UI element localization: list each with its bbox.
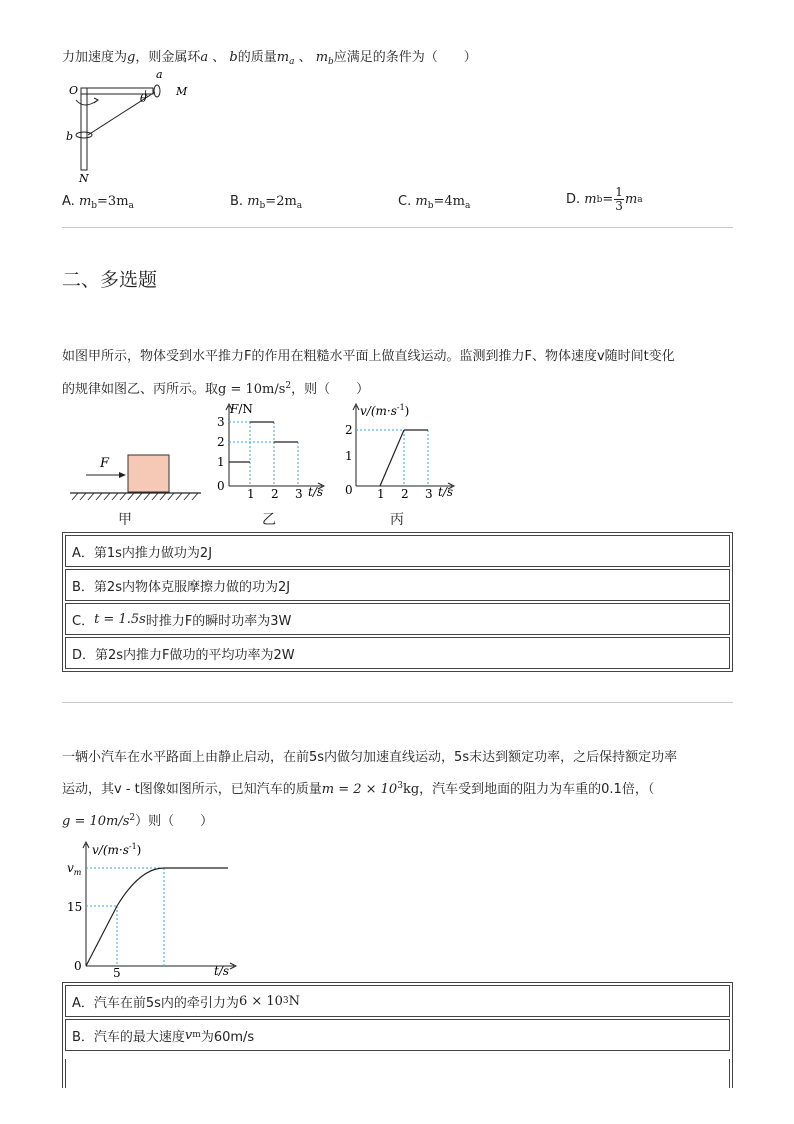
q1-choice-d[interactable]: D. m b = $\frac{1}{3}$ m a bbox=[566, 185, 643, 213]
q2-option-a[interactable]: A．第1s内推力做功为2J bbox=[65, 535, 730, 567]
y-label: $v/(m\cdot s^{-1})$ bbox=[360, 403, 410, 418]
q2-option-c[interactable]: C． t = 1.5s 时推力F的瞬时功率为3W bbox=[65, 603, 730, 635]
ytick-2: 2 bbox=[217, 435, 225, 449]
q1-choice-c[interactable]: C. $m_b=4m_a$ bbox=[398, 194, 471, 211]
guide-lines bbox=[229, 422, 298, 486]
x-label: t/s bbox=[214, 964, 230, 978]
origin-label: 0 bbox=[74, 959, 82, 973]
q2-options bbox=[62, 532, 733, 672]
fraction-one-third: $\frac{1}{3}$ bbox=[615, 185, 623, 213]
label-N: N bbox=[79, 172, 89, 185]
accel-segment bbox=[380, 430, 404, 486]
force-curve bbox=[229, 422, 298, 462]
ytick-15: 15 bbox=[67, 900, 83, 914]
fig-bing-velocity-time bbox=[340, 400, 460, 500]
guide-lines bbox=[86, 868, 164, 966]
q1-choice-a[interactable]: A. $m_b=3m_a$ bbox=[62, 194, 134, 211]
xtick-2: 2 bbox=[271, 487, 279, 500]
q1-choice-b[interactable]: B. $m_b=2m_a$ bbox=[230, 194, 303, 211]
fig-jia bbox=[66, 445, 206, 505]
xtick-3: 3 bbox=[295, 487, 303, 500]
q3-velocity-time-graph bbox=[62, 836, 242, 980]
q2-stem-line1: 如图甲所示，物体受到水平推力F的作用在粗糙水平面上做直线运动。监测到推力F、物体速度v随时间t变化 bbox=[62, 349, 675, 364]
origin-label: 0 bbox=[217, 479, 225, 493]
xtick-1: 1 bbox=[247, 487, 255, 500]
y-label: $v/(m\cdot s^{-1})$ bbox=[92, 842, 142, 857]
force-label: F bbox=[100, 456, 110, 471]
rotation-arrowhead-icon bbox=[94, 98, 98, 103]
q2-option-b[interactable]: B．第2s内物体克服摩擦力做的功为2J bbox=[65, 569, 730, 601]
fig-yi-force-time bbox=[212, 400, 332, 500]
ytick-3: 3 bbox=[217, 415, 225, 429]
ytick-1: 1 bbox=[345, 449, 353, 463]
q3-option-c-partial bbox=[65, 1059, 730, 1088]
y-label-unit: /N bbox=[238, 402, 253, 416]
y-label: F/N bbox=[230, 402, 253, 416]
label-M: M bbox=[176, 85, 188, 98]
ring-a bbox=[154, 85, 160, 97]
label-O: O bbox=[69, 84, 79, 97]
q2-option-d[interactable]: D．第2s内推力F做功的平均功率为2W bbox=[65, 637, 730, 669]
xtick-5: 5 bbox=[113, 966, 121, 980]
q3-stem-line1: 一辆小汽车在水平路面上由静止启动，在前5s内做匀加速直线运动，5s末达到额定功率，之后保持额定功率 bbox=[62, 750, 678, 765]
block bbox=[128, 455, 169, 492]
x-label: t/s bbox=[438, 485, 454, 499]
q3-option-b[interactable]: B．汽车的最大速度 v m 为60m/s bbox=[65, 1019, 730, 1051]
xtick-3: 3 bbox=[425, 487, 433, 500]
label-a: a bbox=[156, 68, 163, 81]
divider bbox=[62, 227, 733, 228]
vertical-rod bbox=[81, 88, 87, 170]
xtick-2: 2 bbox=[401, 487, 409, 500]
q3-stem-line3: $g = 10m/s^2$）则（ ） bbox=[62, 813, 214, 829]
q1-stem: 力加速度为g，则金属环a 、 b的质量$m_a$ 、 $m_b$应满足的条件为（ ） bbox=[62, 50, 477, 67]
label-b: b bbox=[66, 130, 74, 143]
q1-figure-rod-rings bbox=[60, 68, 200, 188]
origin-label: 0 bbox=[345, 483, 353, 497]
xtick-1: 1 bbox=[377, 487, 385, 500]
ytick-2: 2 bbox=[345, 423, 353, 437]
fig-yi-caption: 乙 bbox=[262, 512, 276, 528]
velocity-curve bbox=[86, 868, 228, 966]
divider bbox=[62, 702, 733, 703]
q3-options bbox=[62, 982, 733, 1088]
x-label: t/s bbox=[308, 485, 324, 499]
q3-option-a[interactable]: A．汽车在前5s内的牵引力为 6 × 10 3 N bbox=[65, 985, 730, 1017]
ground-hatching bbox=[72, 493, 198, 500]
label-theta: θ bbox=[140, 92, 147, 105]
ytick-1: 1 bbox=[217, 455, 225, 469]
q3-stem-line2: 运动，其v - t图像如图所示，已知汽车的质量$m = 2 \times 10^3kg$，汽车受到地面的阻力为车重的0.1倍，（ bbox=[62, 781, 655, 797]
q2-stem-line2: 的规律如图乙、丙所示。取$g = 10m/s^2$，则（ ） bbox=[62, 381, 370, 397]
section-title: 二、多选题 bbox=[62, 269, 158, 291]
ring-b bbox=[76, 132, 92, 138]
fig-bing-caption: 丙 bbox=[390, 512, 404, 528]
force-arrowhead-icon bbox=[119, 472, 126, 478]
vm-label: $v_m$ bbox=[67, 861, 82, 877]
fig-jia-caption: 甲 bbox=[118, 512, 132, 528]
